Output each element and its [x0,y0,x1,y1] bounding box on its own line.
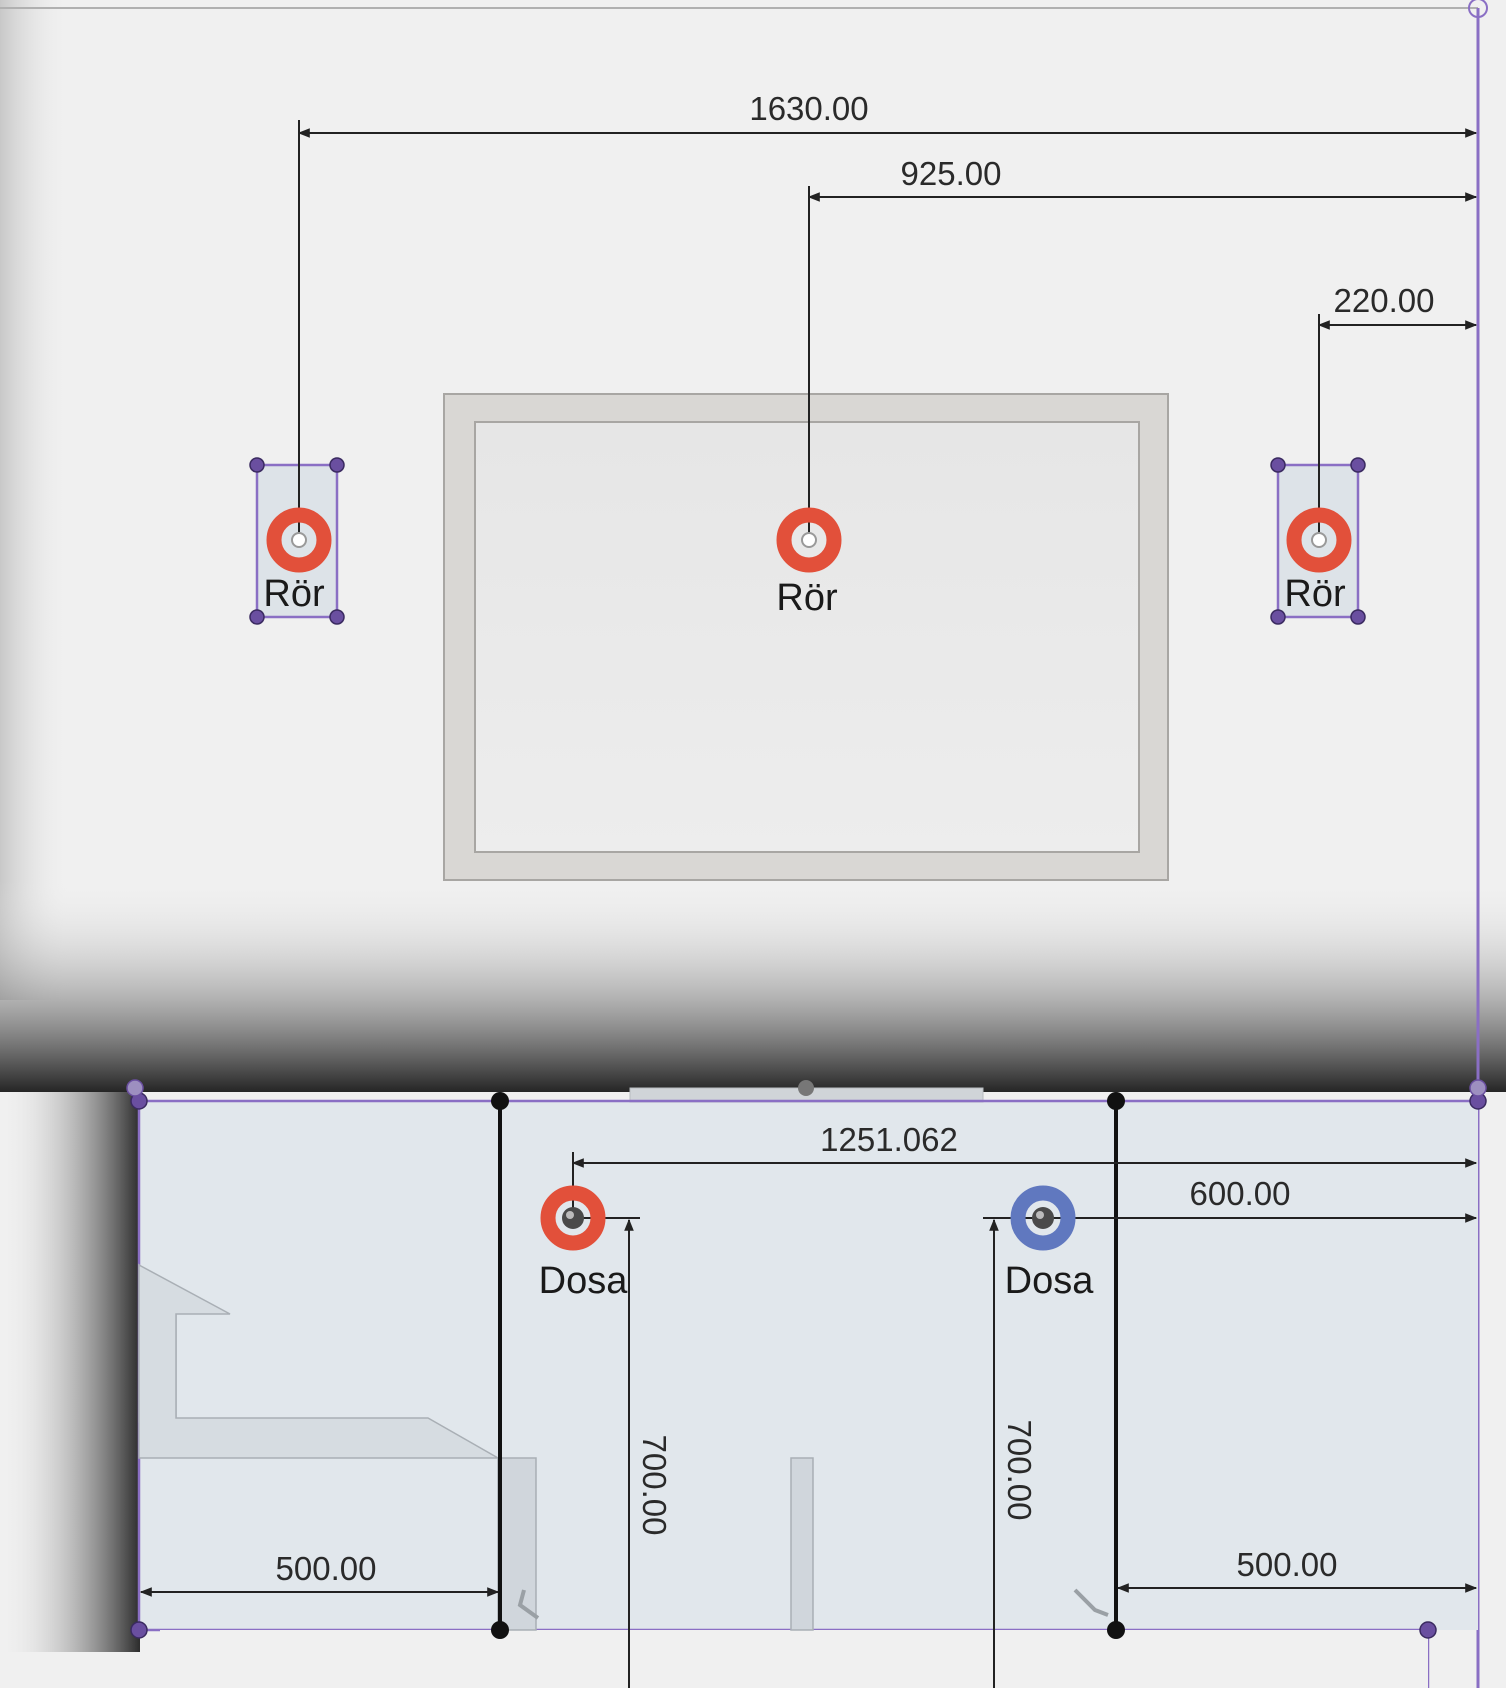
dimension-500-right-label: 500.00 [1236,1546,1338,1583]
dimension-1251-label: 1251.062 [820,1121,958,1158]
pipe-center[interactable] [784,515,834,565]
cabinet-shadow [0,880,1506,1092]
wall-left-shade [0,0,70,1000]
pipe-center-label: Rör [776,577,838,619]
outlet-box-right[interactable] [1018,1193,1068,1243]
outlet-box-left-label: Dosa [538,1260,628,1302]
dimension-600-label: 600.00 [1189,1175,1291,1212]
outlet-box-right-label: Dosa [1004,1260,1094,1302]
mirror[interactable] [444,394,1168,880]
pipe-left[interactable] [274,515,324,565]
dimension-500-left-label: 500.00 [275,1550,377,1587]
dimension-700-left-label: 700.00 [636,1434,673,1536]
dimension-220-label: 220.00 [1333,282,1435,319]
pipe-right-label: Rör [1284,573,1346,615]
dimension-925-label: 925.00 [900,155,1002,192]
cabinet-side-shadow [0,1092,140,1652]
dimension-1630-label: 1630.00 [749,90,869,127]
dimension-700-right-label: 700.00 [1001,1419,1038,1521]
cabinet[interactable] [127,1080,1486,1688]
outlet-box-left[interactable] [548,1193,598,1243]
pipe-left-label: Rör [263,573,325,615]
pipe-right[interactable] [1294,515,1344,565]
